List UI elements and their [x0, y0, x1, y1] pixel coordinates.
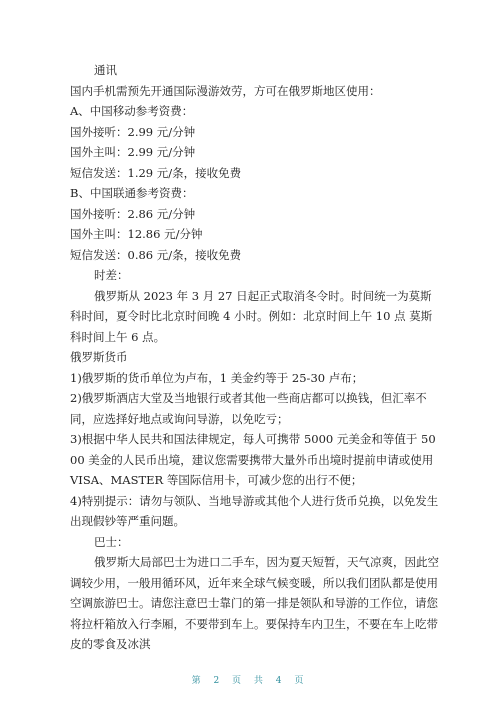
paragraph-mobile-receive: 国外接听：2.99 元/分钟: [70, 124, 196, 139]
paragraph-time-difference-heading: 时差：: [94, 268, 129, 282]
paragraph-unicom-sms: 短信发送：0.86 元/条，接收免费: [70, 247, 242, 262]
paragraph-china-mobile-heading: A、中国移动参考资费：: [70, 104, 194, 118]
paragraph-bus-heading: 巴士：: [94, 534, 129, 549]
paragraph-china-unicom-heading: B、中国联通参考资费：: [70, 186, 194, 200]
paragraph-unicom-receive: 国外接听：2.86 元/分钟: [70, 206, 196, 221]
paragraph-currency-heading: 俄罗斯货币: [70, 350, 128, 364]
paragraph-currency-item-4: 4)特别提示：请勿与领队、当地导游或其他个人进行货币兑换，以免发生出现假钞等严重问题。: [70, 493, 439, 528]
document-body: [70, 60, 440, 655]
paragraph-currency-item-3: 3)根据中华人民共和国法律规定，每人可携带 5000 元美金和等值于 5000 美金的人民币出境，建议您需要携带大量外币出境时提前申请或使用 VISA、MASTER 等国际信用卡，可减少您的出行不便；: [70, 432, 436, 487]
paragraph-mobile-call: 国外主叫：2.99 元/分钟: [70, 145, 196, 159]
paragraph-mobile-sms: 短信发送：1.29 元/条，接收免费: [70, 165, 242, 180]
page-number-footer: 第 2 页 共 4 页: [191, 676, 309, 686]
paragraph-currency-item-1: 1)俄罗斯的货币单位为卢布，1 美金约等于 25-30 卢布；: [70, 370, 364, 385]
paragraph-unicom-call: 国外主叫：12.86 元/分钟: [70, 227, 203, 241]
paragraph-time-difference-body: 俄罗斯从 2023 年 3 月 27 日起正式取消冬令时。时间统一为莫斯科时间，夏令时比北京时间晚 4 小时。例如：北京时间上午 10 点 莫斯科时间上午 6 点。: [70, 288, 433, 344]
paragraph-currency-item-2: 2)俄罗斯酒店大堂及当地银行或者其他一些商店都可以换钱，但汇率不同，应选择好地点或询问导游，以免吃亏；: [70, 391, 427, 426]
paragraph-roaming-notice: 国内手机需预先开通国际漫游效劳，方可在俄罗斯地区使用：: [70, 83, 381, 98]
paragraph-communication-heading: 通讯: [94, 63, 117, 77]
paragraph-bus-body: 俄罗斯大局部巴士为进口二手车，因为夏天短暂，天气凉爽，因此空调较少用，一般用循环风，近年来全球气候变暖，所以我们团队都是使用空调旅游巴士。请您注意巴士靠门的第一排是领队和导游的工作位，请您将拉杆箱放入行李厢，不要带到车上。要保持车内卫生，不要在车上吃带皮的零食及冰淇: [70, 555, 439, 651]
